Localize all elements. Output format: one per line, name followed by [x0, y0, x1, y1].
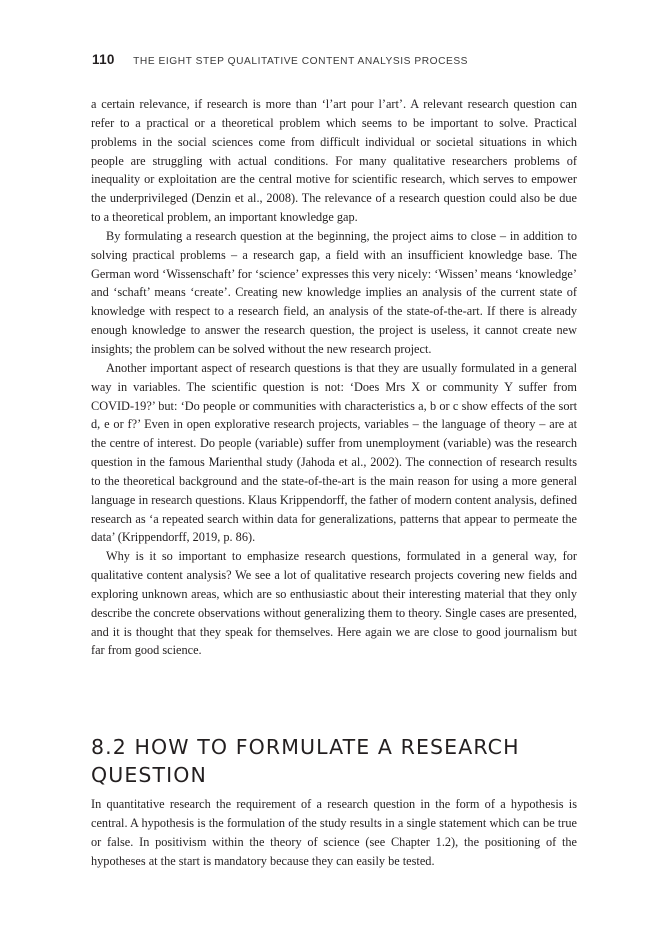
paragraph-research-gap: By formulating a research question at the beginning, the project aims to close – in addition to solving practical problems – a research gap, a field with an insufficient knowledge base. The German word ‘Wissenschaft’ for ‘science’ expresses this very nicely: ‘Wissen’ means ‘knowledge’ and ‘schaft’ means ‘create’. Creating new knowledge implies an analysis of the current state of knowledge with respect to a research field, an analysis of the state-of-the-art. If there is already enough knowledge to answer the research question, the project is useless, it cannot create new insights; the problem can be solved without the new research project. — [91, 228, 577, 356]
body-text — [91, 95, 577, 660]
page-number: 110 — [92, 52, 115, 67]
paragraph-variables: Another important aspect of research questions is that they are usually formulated in a general way in variables. The scientific question is not: ‘Does Mrs X or community Y suffer from COVID-19?’ but: ‘Do people or communities with characteristics a, b or c show effects of the sort d, e or f?’ Even in open explorative research projects, variables – the language of theory – are at the centre of interest. Do people (variable) suffer from unemployment (variable) was the research question in the famous Marienthal study (Jahoda et al., 2002). The connection of research results to the theoretical background and the state-of-the-art is the main reason for using a more general language in research questions. Klaus Krippendorff, the father of modern content analysis, defined research as ‘a repeated search within data for generalizations, patterns that appear to permeate the data’ (Krippendorff, 2019, p. 86). — [91, 360, 577, 545]
section-heading: 8.2 HOW TO FORMULATE A RESEARCH QUESTION — [91, 735, 520, 787]
section-text — [91, 795, 577, 870]
running-head — [92, 51, 578, 69]
paragraph-continued: a certain relevance, if research is more than ‘l’art pour l’art’. A relevant research question can refer to a practical or a theoretical problem which seems to be important to solve. Practical problems in the social sciences come from difficult individual or societal situations in which people are struggling with actual conditions. For many qualitative researchers problems of inequality or exploitation are the central motive for scientific research, which serves to empower the underprivileged (Denzin et al., 2008). The relevance of a research question could also be due to a theoretical problem, an important knowledge gap. — [91, 97, 577, 225]
paragraph-why-general: Why is it so important to emphasize research questions, formulated in a general way, for qualitative content analysis? We see a lot of qualitative research projects covering new fields and exploring unknown areas, which are so enthusiastic about their interesting material that they only describe the concrete observations without generalizing them to theory. Single cases are presented, and it is thought that they speak for themselves. Here again we are close to good journalism but far from good science. — [91, 549, 577, 658]
running-title: THE EIGHT STEP QUALITATIVE CONTENT ANALYSIS PROCESS — [133, 56, 469, 67]
paragraph-hypothesis: In quantitative research the requirement of a research question in the form of a hypothesis is central. A hypothesis is the formulation of the study results in a single statement which can be true or false. In positivism within the theory of science (see Chapter 1.2), the positioning of the hypotheses at the start is mandatory because they can easily be tested. — [91, 797, 577, 868]
